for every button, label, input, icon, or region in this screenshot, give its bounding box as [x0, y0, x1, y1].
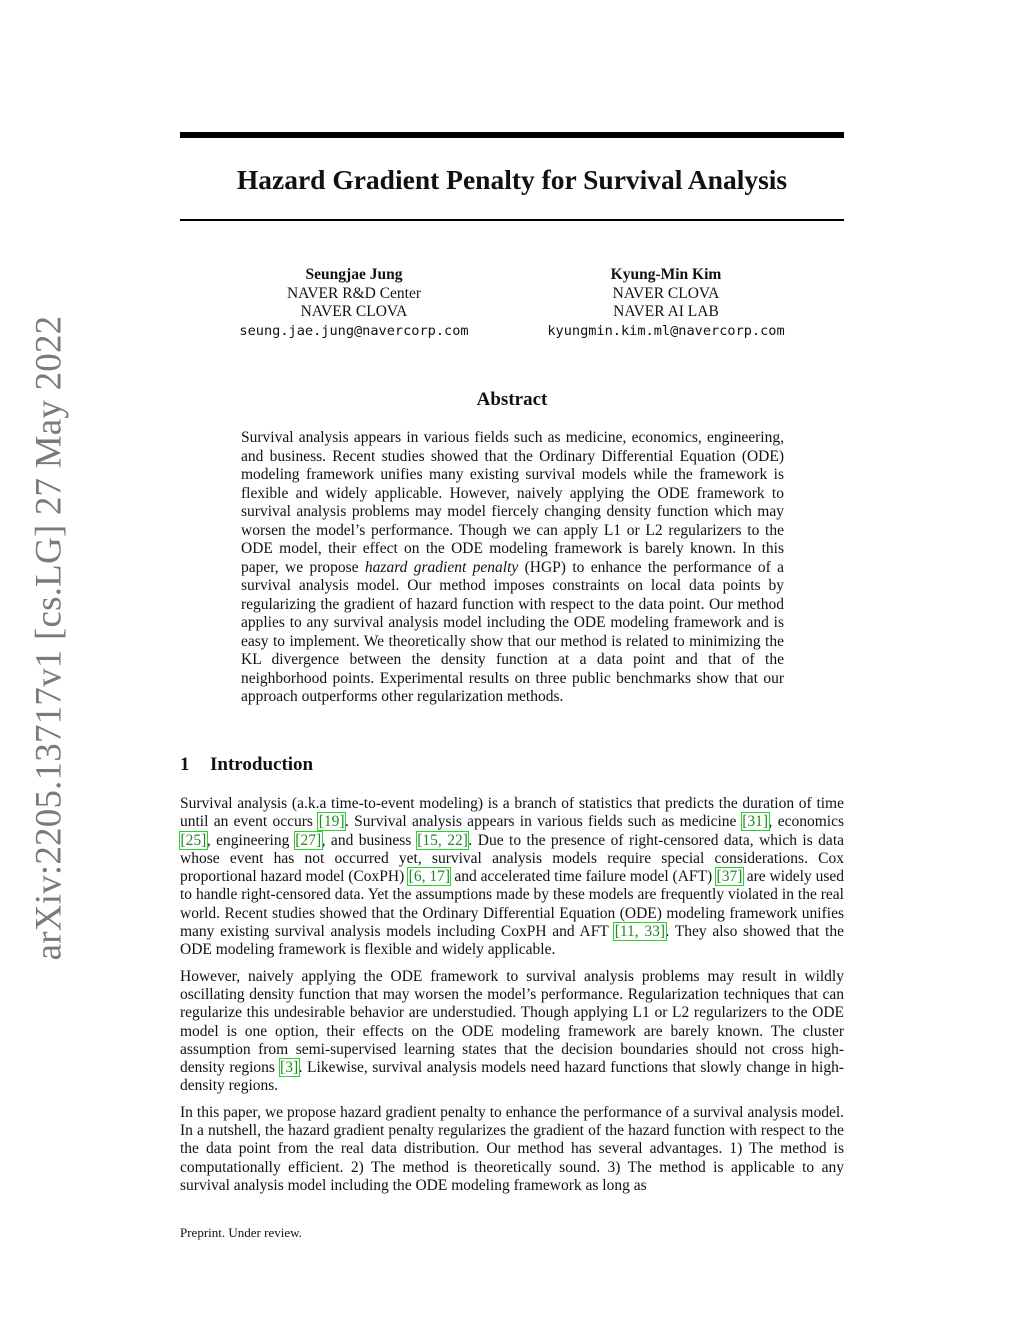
text-run: are widely used to handle right-censored data. Yet the assumptions made by these models are frequently violated in the real world. Recent studies showed that the Ordinary Differential Equation (ODE) modeling framework unifies many existing survival analysis models including CoxPH and AFT [180, 868, 845, 941]
citation-link[interactable]: [15, 22] [417, 831, 468, 849]
author-name: Seungjae Jung [305, 266, 403, 283]
abstract-text-part: Survival analysis appears in various fields such as medicine, economics, engineering, and business. Recent studies showed that the Ordinary Differential Equation (ODE) modeling framework unifies many existing survival models while the framework is flexible and widely applicable. However, naively applying the ODE framework to survival analysis problems may model fiercely changing density function which may worsen the model’s performance. Though we can apply L1 or L2 regularizers to the ODE model, their effect on the ODE modeling framework is barely known. In this paper, we propose [241, 429, 784, 576]
footer-note: Preprint. Under review. [180, 1225, 302, 1240]
paper-title: Hazard Gradient Penalty for Survival Analysis [236, 164, 788, 195]
abstract-heading: Abstract [476, 389, 548, 410]
citation-link[interactable]: [11, 33] [614, 923, 666, 941]
text-run: . Survival analysis appears in various fields such as medicine [345, 813, 742, 831]
introduction-body [180, 795, 844, 1203]
text-run: . Due to the presence of right-censored data, which is data whose event has not occurred yet, survival analysis models require special considerations. Cox proportional hazard model (CoxPH) [180, 831, 845, 886]
paragraph-2 [180, 968, 844, 1096]
citation-link[interactable]: [37] [716, 868, 743, 886]
text-run: . Likewise, survival analysis models need hazard functions that slowly change in high-density regions. [180, 1059, 845, 1095]
citation-link[interactable]: [25] [180, 831, 207, 849]
citation-link[interactable]: [19] [318, 813, 345, 831]
paragraph-3: In this paper, we propose hazard gradient penalty to enhance the performance of a survival analysis model. In a nutshell, the hazard gradient penalty regularizes the gradient of the hazard function with respect to the the data point from the real data distribution. Our method has several advantages. 1) The method is computationally efficient. 2) The method is theoretically sound. 3) The method is applicable to any survival analysis model including the ODE modeling framework as long as [180, 1103, 844, 1194]
section-heading [180, 753, 313, 777]
author-affiliation: NAVER CLOVA [612, 284, 720, 302]
text-run: and accelerated time failure model (AFT) [450, 868, 717, 886]
section-title: Introduction [210, 754, 314, 775]
author-affiliation: NAVER R&D Center [286, 284, 422, 302]
citation-link[interactable]: [27] [295, 831, 322, 849]
arxiv-identifier: arXiv:2205.13717v1 [cs.LG] 27 May 2022 [28, 315, 70, 961]
text-run: , economics [768, 813, 844, 831]
citation-link[interactable]: [3] [280, 1059, 299, 1077]
section-number: 1 [180, 754, 190, 775]
author-name: Kyung-Min Kim [610, 266, 722, 283]
author-affiliation: NAVER CLOVA [300, 303, 408, 320]
abstract-text [241, 429, 784, 707]
abstract-text-part: (HGP) to enhance the performance of a survival analysis model. Our method imposes constraints on local data points by regularizing the gradient of hazard function with respect to the data point. Our method applies to any survival analysis model including the ODE modeling framework and is easy to implement. We theoretically show that our method is related to minimizing the KL divergence between the density function at a data point and that of the neighborhood points. Experimental results on three public benchmarks show that our approach outperforms other regularization methods. [241, 558, 784, 705]
author-block-1 [214, 266, 494, 340]
paragraph-1 [180, 795, 844, 960]
text-run: . They also showed that the ODE modeling framework is flexible and widely applicable. [180, 923, 844, 959]
citation-link[interactable]: [6, 17] [408, 868, 450, 886]
text-run: , engineering [206, 831, 295, 849]
abstract-emphasis: hazard gradient penalty [364, 558, 519, 576]
citation-link[interactable]: [31] [742, 813, 769, 831]
text-run: Survival analysis (a.k.a time-to-event modeling) is a branch of statistics that predicts the duration of time until an event occurs [180, 795, 844, 831]
author-email[interactable]: seung.jae.jung@navercorp.com [239, 322, 469, 339]
title-bottom-rule [180, 219, 844, 221]
author-block-2 [526, 266, 806, 340]
title-top-rule [180, 132, 844, 138]
text-run: , and business [321, 831, 417, 849]
text-run: However, naively applying the ODE framework to survival analysis problems may result in wildly oscillating density function that may worsen the model’s performance. Regularization techniques that can regularize this undesirable behavior are understudied. Though applying L1 or L2 regularizers to the ODE model is one option, their effects on the ODE modeling framework are barely known. The cluster assumption from semi-supervised learning states that the decision boundaries should not cross high-density regions [180, 967, 844, 1077]
author-affiliation: NAVER AI LAB [613, 303, 719, 320]
author-email[interactable]: kyungmin.kim.ml@navercorp.com [547, 322, 785, 339]
